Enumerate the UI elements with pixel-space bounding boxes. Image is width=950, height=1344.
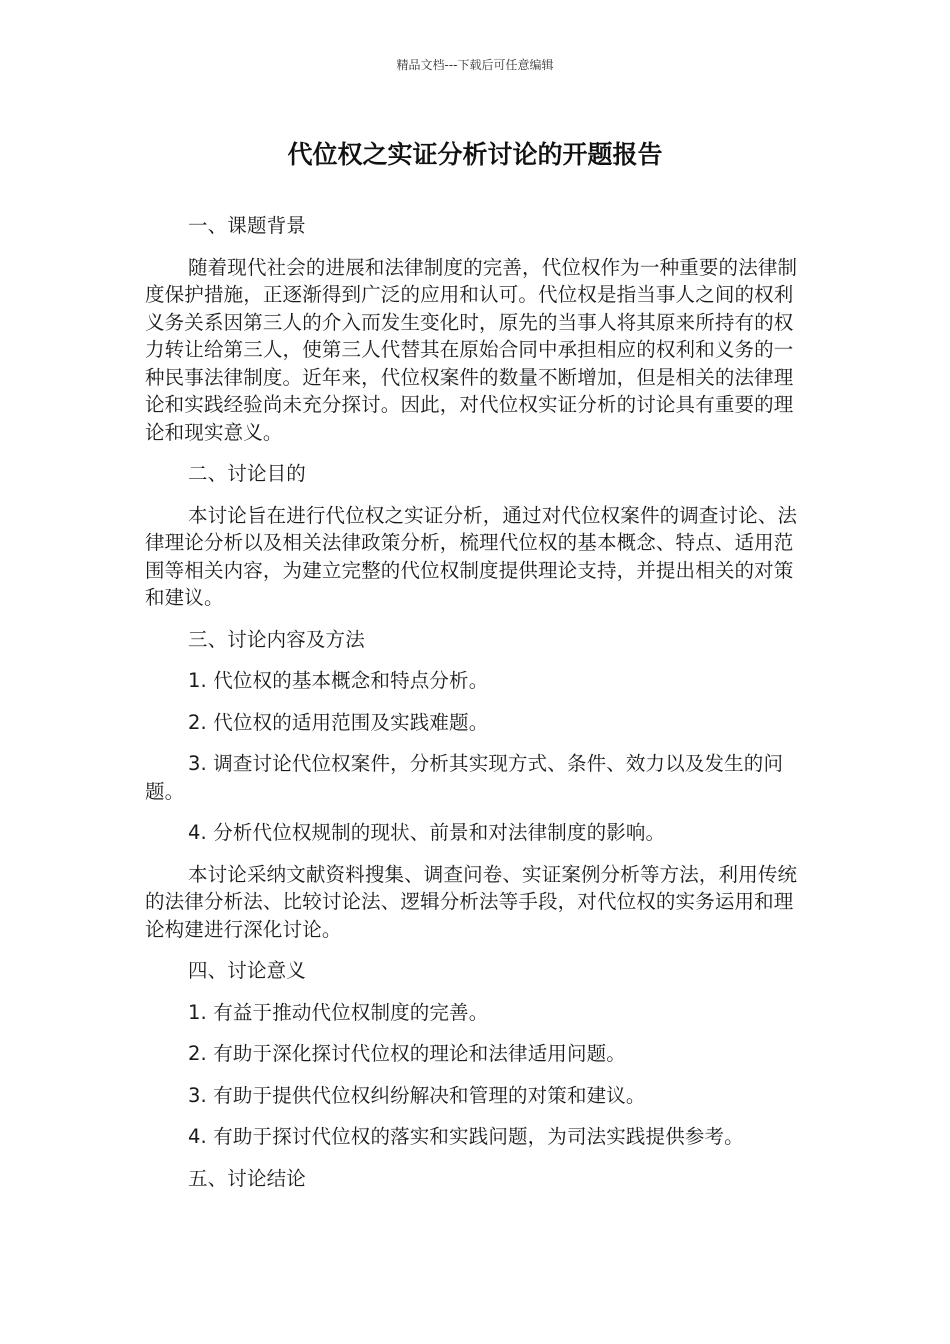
background-paragraph: 随着现代社会的进展和法律制度的完善，代位权作为一种重要的法律制度保护措施，正逐渐得到广泛的应用和认可。代位权是指当事人之间的权利义务关系因第三人的介入而发生变化时，原先的当事人将其原来所持有的权力转让给第三人，使第三人代替其在原始合同中承担相应的权利和义务的一种民事法律制度。近年来，代位权案件的数量不断增加，但是相关的法律理论和实践经验尚未充分探讨。因此，对代位权实证分析的讨论具有重要的理论和现实意义。: [145, 255, 798, 444]
content-list-item: 1. 代位权的基本概念和特点分析。: [188, 669, 489, 692]
header-note: 精品文档---下载后可任意编辑: [396, 58, 554, 72]
content-list-item: 2. 代位权的适用范围及实践难题。: [188, 710, 489, 734]
purpose-paragraph: 本讨论旨在进行代位权之实证分析，通过对代位权案件的调查讨论、法律理论分析以及相关法律政策分析，梳理代位权的基本概念、特点、适用范围等相关内容，为建立完整的代位权制度提供理论支持，并提出相关的对策和建议。: [145, 503, 798, 609]
section-heading-conclusion: 五、讨论结论: [188, 1166, 306, 1190]
document-body: [145, 212, 807, 1206]
section-heading-purpose: 二、讨论目的: [188, 462, 306, 485]
content-list-item: 4. 分析代位权规制的现状、前景和对法律制度的影响。: [188, 821, 666, 844]
content-list-item: 3. 调查讨论代位权案件，分析其实现方式、条件、效力以及发生的问题。: [145, 752, 784, 803]
methods-paragraph: 本讨论采纳文献资料搜集、调查问卷、实证案例分析等方法，利用传统的法律分析法、比较讨论法、逻辑分析法等手段，对代位权的实务运用和理论构建进行深化讨论。: [145, 862, 798, 941]
significance-list-item: 2. 有助于深化探讨代位权的理论和法律适用问题。: [188, 1042, 626, 1065]
section-heading-significance: 四、讨论意义: [188, 959, 306, 982]
section-heading-background: 一、课题背景: [188, 214, 306, 237]
significance-list-item: 1. 有益于推动代位权制度的完善。: [188, 1000, 489, 1024]
document-title: 代位权之实证分析讨论的开题报告: [287, 140, 663, 169]
section-heading-content-methods: 三、讨论内容及方法: [188, 627, 365, 651]
significance-list-item: 4. 有助于探讨代位权的落实和实践问题，为司法实践提供参考。: [188, 1125, 744, 1148]
significance-list-item: 3. 有助于提供代位权纠纷解决和管理的对策和建议。: [188, 1083, 646, 1107]
